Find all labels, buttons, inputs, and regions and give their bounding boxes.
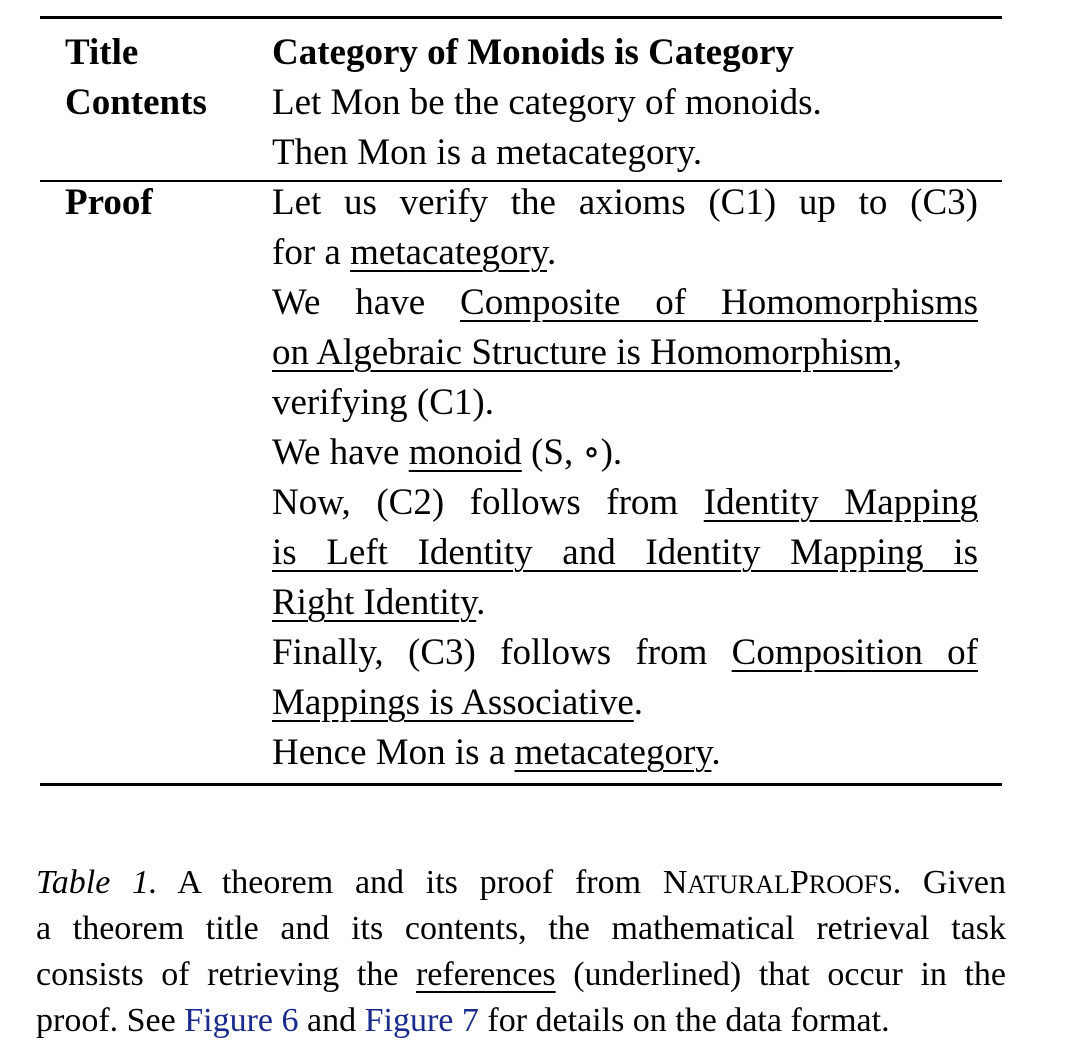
table-top-rule: [40, 16, 1002, 19]
reference-link[interactable]: Identity Mapping: [703, 482, 979, 523]
theorem-title: Category of Monoids is Category: [272, 32, 795, 73]
proof-line-5: verifying (C1).: [272, 382, 494, 423]
caption-label: Table 1.: [36, 864, 158, 901]
proof-text: ,: [892, 332, 902, 373]
proof-text: .: [546, 232, 557, 273]
caption-text: and: [298, 1002, 365, 1039]
proof-line-4: [272, 328, 902, 378]
caption-line-3: [36, 952, 1006, 998]
title-label: Title: [65, 32, 139, 73]
caption-text: for details on the data format.: [478, 1002, 890, 1039]
proof-line-12: [272, 728, 721, 778]
figure-7-link[interactable]: Figure 7: [364, 1002, 479, 1039]
proof-text: Finally, (C3) follows from: [272, 632, 732, 673]
proof-line-10: [272, 628, 978, 678]
proof-text: Now, (C2) follows from: [272, 482, 704, 523]
proof-text: We have: [272, 432, 409, 473]
caption-text: A theorem and its proof from: [157, 864, 663, 901]
reference-link[interactable]: Composition of: [731, 632, 978, 673]
reference-link[interactable]: Right Identity: [272, 582, 477, 623]
proof-line-9: [272, 578, 485, 628]
reference-link[interactable]: monoid: [408, 432, 522, 473]
proof-text: Hence Mon is a: [272, 732, 515, 773]
figure-6-link[interactable]: Figure 6: [184, 1002, 299, 1039]
proof-text: .: [476, 582, 486, 623]
caption-text: (underlined) that occur in the: [555, 956, 1006, 993]
contents-label: Contents: [65, 82, 207, 123]
proof-line-7: [272, 478, 978, 528]
proof-line-1: Let us verify the axioms (C1) up to (C3): [272, 182, 978, 223]
proof-line-2: [272, 228, 556, 278]
caption-line-4: [36, 998, 1006, 1044]
reference-link[interactable]: metacategory: [514, 732, 712, 773]
caption-text: proof. See: [36, 1002, 185, 1039]
proof-line-11: [272, 678, 643, 728]
reference-link[interactable]: Mappings is Associative: [272, 682, 634, 723]
table-bottom-rule: [40, 783, 1002, 786]
caption-text: . Given: [892, 864, 1007, 901]
proof-label: Proof: [65, 182, 153, 223]
theorem-contents-line-1: Let Mon be the category of monoids.: [272, 82, 822, 123]
proof-text: for a: [272, 232, 351, 273]
proof-line-6: [272, 428, 622, 478]
caption-line-2: a theorem title and its contents, the mathematical retrieval task: [36, 910, 1006, 947]
reference-link[interactable]: is Left Identity and Identity Mapping is: [272, 532, 978, 573]
proof-text: .: [633, 682, 644, 723]
reference-link[interactable]: Composite of Homomorphisms: [460, 282, 978, 323]
proof-text: .: [711, 732, 721, 773]
proof-text: (S, ∘).: [521, 432, 623, 473]
caption-references-underlined: references: [415, 956, 556, 993]
proof-line-3: [272, 278, 978, 328]
reference-link[interactable]: metacategory: [350, 232, 547, 273]
reference-link[interactable]: on Algebraic Structure is Homomorphism: [272, 332, 893, 373]
caption-text: consists of retrieving the: [36, 956, 416, 993]
caption-line-1: [36, 860, 1006, 908]
proof-text: We have: [272, 282, 461, 323]
proof-line-8: [272, 528, 978, 578]
dataset-name: NATURALPROOFS: [662, 864, 893, 901]
theorem-contents-line-2: Then Mon is a metacategory.: [272, 132, 703, 173]
